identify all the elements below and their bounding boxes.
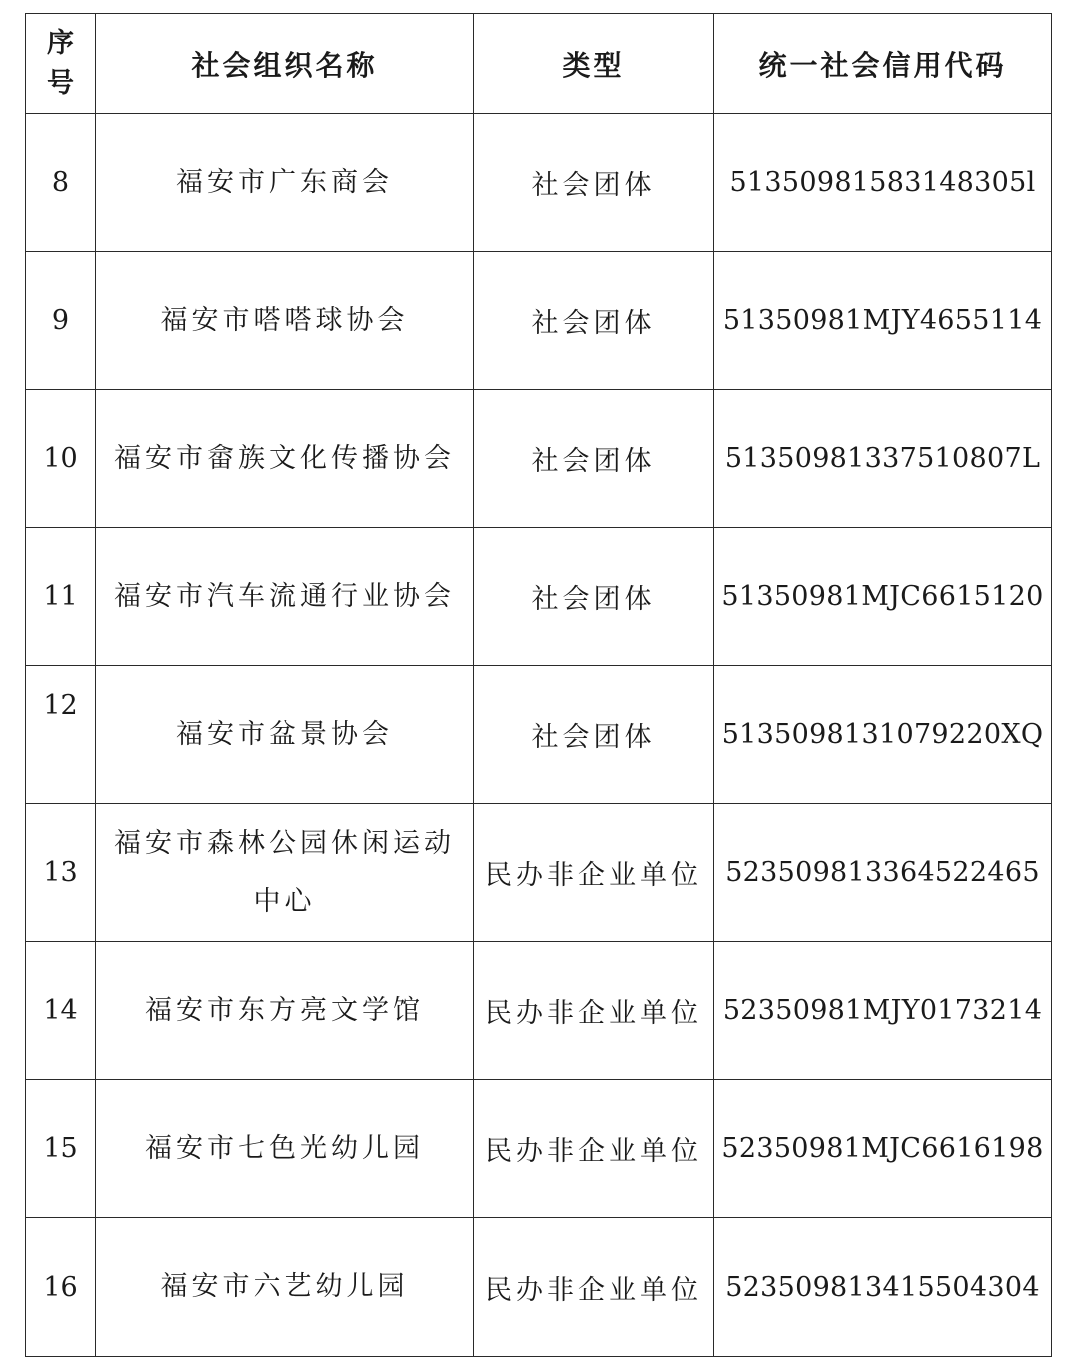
row-index: 9: [26, 252, 96, 390]
row-name: 福安市六艺幼儿园: [96, 1218, 474, 1357]
row-name: 福安市广东商会: [96, 114, 474, 252]
row-code: 51350981MJC6615120: [714, 528, 1052, 666]
row-code: 523509813415504304: [714, 1218, 1052, 1357]
row-code: 52350981MJY0173214: [714, 942, 1052, 1080]
table-row: [26, 1080, 1052, 1218]
row-name: 福安市汽车流通行业协会: [96, 528, 474, 666]
header-name: 社会组织名称: [96, 14, 474, 114]
row-index: 11: [26, 528, 96, 666]
table-row: [26, 528, 1052, 666]
row-type: 社会团体: [474, 390, 714, 528]
row-index: 15: [26, 1080, 96, 1218]
row-name: 福安市嗒嗒球协会: [96, 252, 474, 390]
social-organization-table: [25, 13, 1052, 1357]
table-row: [26, 666, 1052, 804]
row-type: 民办非企业单位: [474, 804, 714, 942]
row-code: 51350981337510807L: [714, 390, 1052, 528]
table-header-row: [26, 14, 1052, 114]
header-index-bottom: 号: [47, 67, 74, 99]
table-row: [26, 942, 1052, 1080]
row-type: 民办非企业单位: [474, 1080, 714, 1218]
header-type: 类型: [474, 14, 714, 114]
row-index: 10: [26, 390, 96, 528]
row-type: 社会团体: [474, 666, 714, 804]
row-code: 52350981MJC6616198: [714, 1080, 1052, 1218]
row-code: 51350981MJY4655114: [714, 252, 1052, 390]
row-code: 5135098131079220XQ: [714, 666, 1052, 804]
row-name: 福安市森林公园休闲运动中心: [96, 804, 474, 942]
table-row: [26, 804, 1052, 942]
row-code: 51350981583148305l: [714, 114, 1052, 252]
table-row: [26, 114, 1052, 252]
row-type: 民办非企业单位: [474, 942, 714, 1080]
row-name: 福安市畲族文化传播协会: [96, 390, 474, 528]
table-row: [26, 252, 1052, 390]
row-type: 民办非企业单位: [474, 1218, 714, 1357]
header-index-top: 序: [47, 27, 74, 59]
row-type: 社会团体: [474, 528, 714, 666]
table-row: [26, 1218, 1052, 1357]
row-name: 福安市东方亮文学馆: [96, 942, 474, 1080]
row-index: 8: [26, 114, 96, 252]
row-index: 14: [26, 942, 96, 1080]
table-row: [26, 390, 1052, 528]
row-name: 福安市七色光幼儿园: [96, 1080, 474, 1218]
row-name: 福安市盆景协会: [96, 666, 474, 804]
row-type: 社会团体: [474, 114, 714, 252]
header-code: 统一社会信用代码: [714, 14, 1052, 114]
row-index: 12: [26, 666, 96, 804]
header-index: [26, 14, 96, 114]
row-index: 13: [26, 804, 96, 942]
organization-table-container: [25, 13, 1051, 1357]
row-index: 16: [26, 1218, 96, 1357]
row-type: 社会团体: [474, 252, 714, 390]
row-code: 523509813364522465: [714, 804, 1052, 942]
